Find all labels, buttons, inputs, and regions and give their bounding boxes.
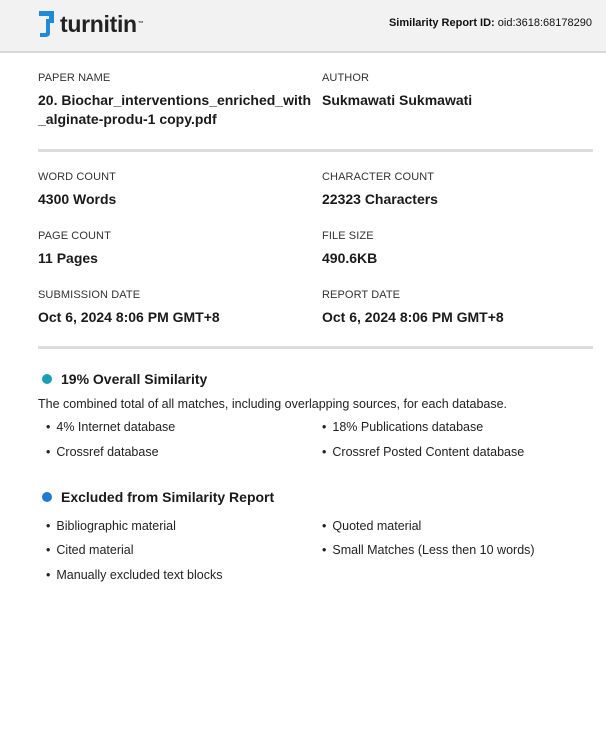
divider-bottom xyxy=(38,346,593,349)
overall-similarity-title: 19% Overall Similarity xyxy=(61,371,208,387)
report-id-value: oid:3618:68178290 xyxy=(497,17,592,29)
character-count-label: CHARACTER COUNT xyxy=(322,171,435,183)
page-count-value: 11 Pages xyxy=(38,250,98,266)
excluded-item: • Cited material xyxy=(46,543,134,557)
divider-top xyxy=(38,149,593,152)
word-count-field xyxy=(38,171,116,209)
report-date-value: Oct 6, 2024 8:06 PM GMT+8 xyxy=(322,309,504,325)
submission-date-label: SUBMISSION DATE xyxy=(38,289,141,301)
paper-name-label: PAPER NAME xyxy=(38,72,111,84)
similarity-item: • Crossref database xyxy=(46,445,159,459)
similarity-item: • 18% Publications database xyxy=(322,420,484,434)
word-count-label: WORD COUNT xyxy=(38,171,116,183)
paper-name-line-1: 20. Biochar_interventions_enriched_with xyxy=(38,92,312,108)
logo-trademark: ™ xyxy=(137,21,144,27)
paper-name-field xyxy=(38,72,313,129)
file-size-field xyxy=(322,230,377,268)
similarity-description: The combined total of all matches, including overlapping sources, for each database. xyxy=(38,397,508,411)
paper-name-line-2: _alginate-produ-1 copy.pdf xyxy=(38,111,217,127)
similarity-item: • 4% Internet database xyxy=(46,420,176,434)
excluded-item: • Manually excluded text blocks xyxy=(46,568,223,582)
author-value: Sukmawati Sukmawati xyxy=(322,92,473,108)
excluded-dot-icon xyxy=(42,492,52,502)
excluded-heading xyxy=(42,489,274,505)
page-count-field xyxy=(38,230,111,268)
excluded-item: • Small Matches (Less then 10 words) xyxy=(322,543,535,557)
author-label: AUTHOR xyxy=(322,72,370,84)
report-date-label: REPORT DATE xyxy=(322,289,401,301)
file-size-label: FILE SIZE xyxy=(322,230,374,242)
logo-text: turnitin™ xyxy=(60,11,144,37)
similarity-report-id xyxy=(389,17,592,29)
overall-similarity-heading xyxy=(42,371,207,387)
excluded-title: Excluded from Similarity Report xyxy=(61,489,275,505)
report-header xyxy=(0,0,606,53)
submission-date-value: Oct 6, 2024 8:06 PM GMT+8 xyxy=(38,309,220,325)
submission-date-field xyxy=(38,289,220,327)
page-count-label: PAGE COUNT xyxy=(38,230,111,242)
report-date-field xyxy=(322,289,504,327)
turnitin-logo-icon xyxy=(37,9,57,39)
excluded-item: • Bibliographic material xyxy=(46,519,176,533)
turnitin-logo xyxy=(37,9,144,39)
paper-name-value xyxy=(38,91,313,129)
word-count-value: 4300 Words xyxy=(38,191,117,207)
file-size-value: 490.6KB xyxy=(322,250,378,266)
report-id-label: Similarity Report ID: xyxy=(388,17,495,29)
similarity-item: • Crossref Posted Content database xyxy=(322,445,525,459)
character-count-field xyxy=(322,171,438,209)
author-field xyxy=(322,72,582,110)
similarity-dot-icon xyxy=(42,374,52,384)
character-count-value: 22323 Characters xyxy=(322,191,438,207)
excluded-item: • Quoted material xyxy=(322,519,422,533)
